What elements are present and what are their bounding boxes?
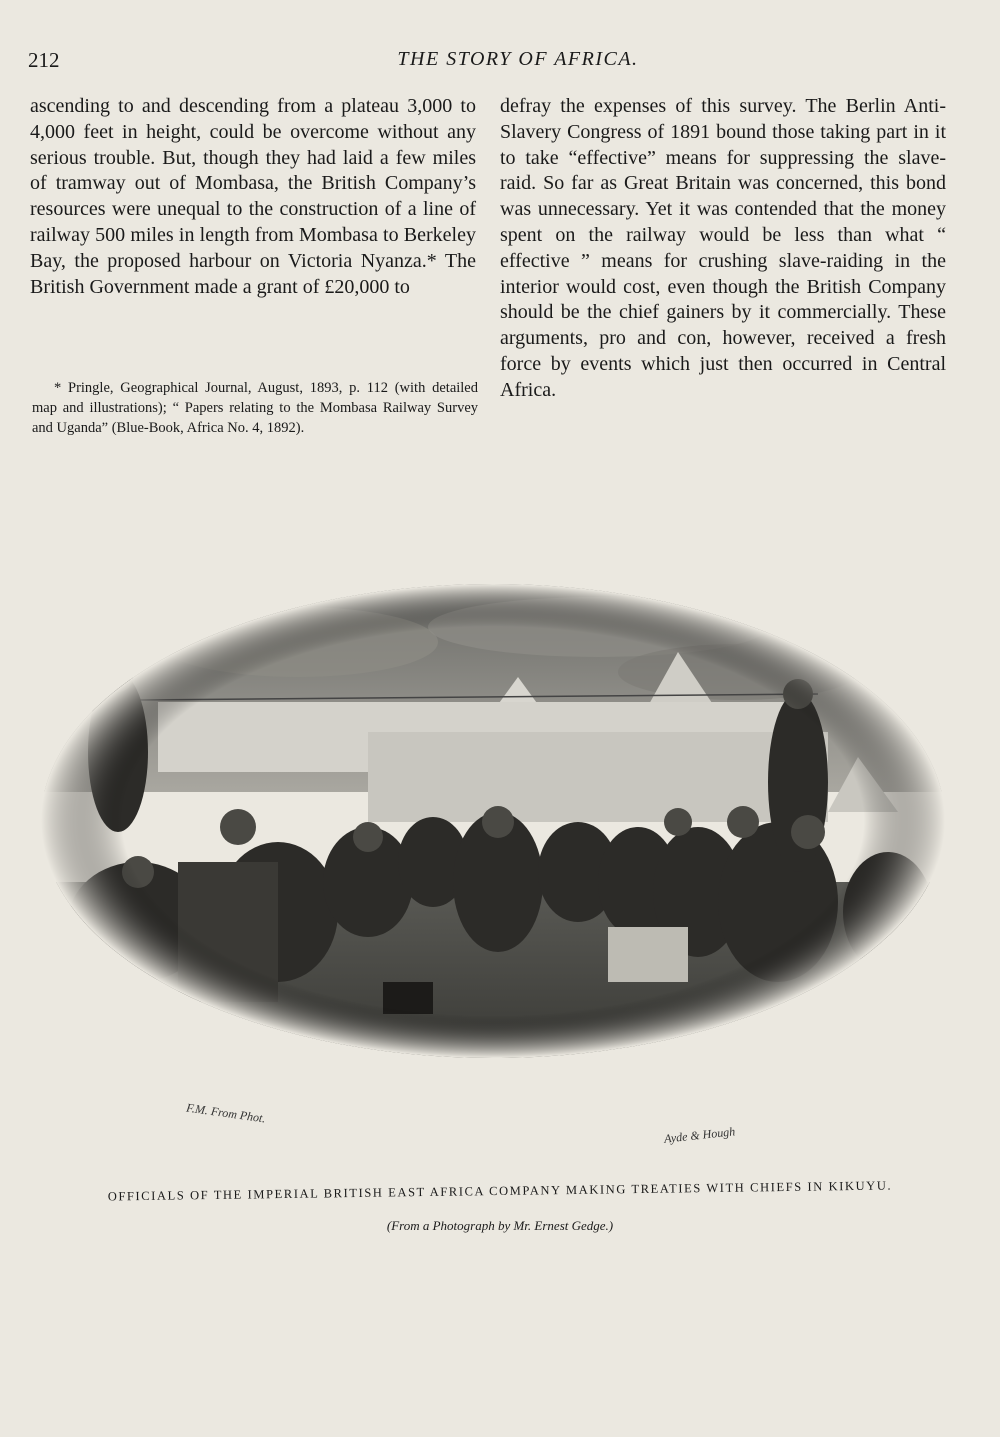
photo-credit: (From a Photograph by Mr. Ernest Gedge.) <box>386 1218 614 1233</box>
right-column-text: defray the expenses of this survey. The Berlin Anti-Slavery Congress of 1891 bound those taking part in it to take “effective” means for suppressing the slave-raid. So far as Great Britain was concerned, this bond was unnecessary. Yet it was contended that the money spent on the railway would be less than what “ effective ” means for crushing slave-raiding in the interior would cost, even though the British Company should be the chief gainers by it commercially. These arguments, pro and con, however, received a fresh force by events which just then occurred in Central Africa. <box>500 95 946 401</box>
left-column <box>30 94 476 300</box>
engraver-mark-right: Ayde & Hough <box>663 1124 736 1146</box>
running-title: THE STORY OF AFRICA. <box>397 48 639 70</box>
footnote: * Pringle, Geographical Journal, August, 1893, p. 112 (with detailed map and illustrations); “ Papers relating to the Mombasa Railway Survey and Uganda” (Blue-Book, Africa No. 4, 1892). <box>32 380 478 436</box>
right-column <box>500 94 946 404</box>
photograph-illustration <box>38 582 948 1060</box>
engraver-mark-left: F.M. From Phot. <box>185 1100 267 1126</box>
illustration-caption: OFFICIALS OF THE IMPERIAL BRITISH EAST AFRICA COMPANY MAKING TREATIES WITH CHIEFS IN KIKUYU. <box>107 1178 893 1204</box>
vignette-photo <box>38 582 948 1060</box>
running-head <box>28 48 972 76</box>
page-number: 212 <box>28 48 60 72</box>
left-column-text: ascending to and descending from a plateau 3,000 to 4,000 feet in height, could be overcome without any serious trouble. But, though they had laid a few miles of tramway out of Mombasa, the British Company’s resources were unequal to the construction of a line of railway 500 miles in length from Mombasa to Berkeley Bay, the proposed harbour on Victoria Nyanza.* The British Government made a grant of £20,000 to <box>30 95 476 298</box>
